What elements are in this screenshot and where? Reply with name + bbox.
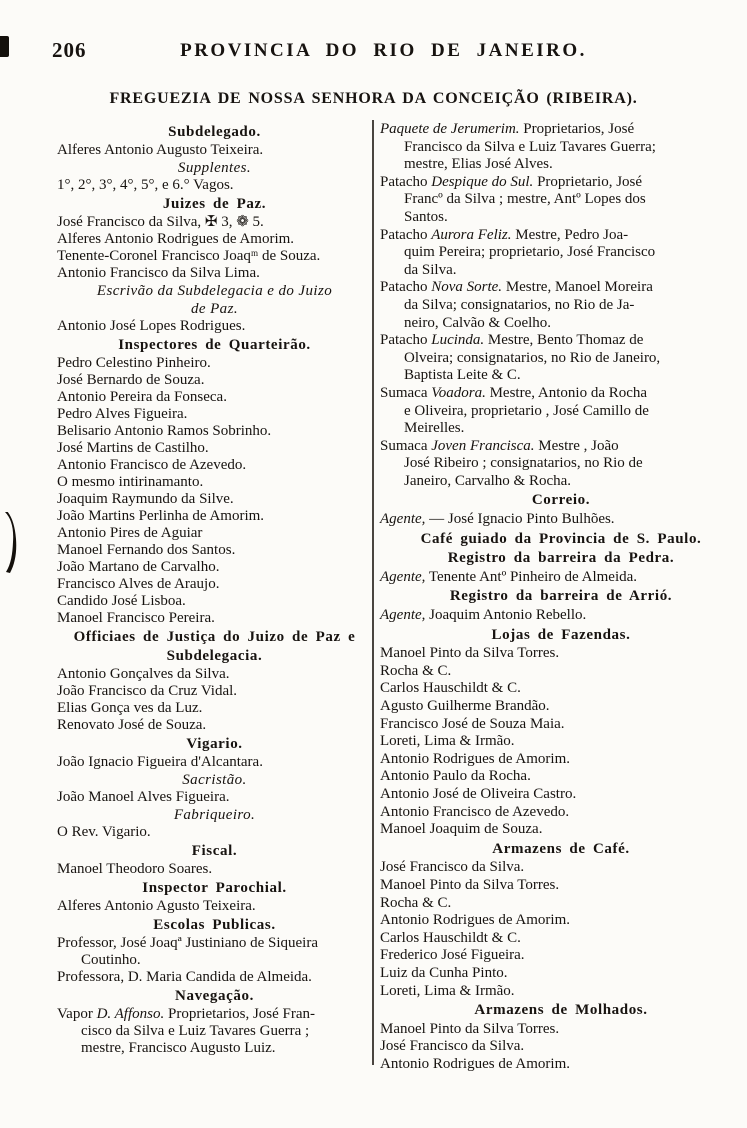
subheading-italic: Escrivão da Subdelegacia e do Juizo (96, 283, 333, 299)
text-line: Elias Gonça ves da Luz. (57, 700, 203, 716)
entry-line: neiro, Calvão & Coelho. (404, 314, 552, 331)
entry-paragraph (380, 332, 742, 385)
entry-paragraph (57, 1006, 372, 1057)
text-line: João Martins Perlinha de Amorim. (57, 508, 265, 524)
entry-line: Francisco da Silva e Luiz Tavares Guerra; (404, 138, 656, 155)
entry-paragraph (380, 438, 742, 491)
text-line: Carlos Hauschildt & C. (380, 929, 521, 946)
entry-line: Baptista Leite & C. (404, 367, 521, 384)
entry-paragraph (380, 279, 742, 332)
text-line: Loreti, Lima & Irmão. (380, 982, 515, 999)
text-line: José Bernardo de Souza. (57, 372, 205, 388)
entry-line: Patacho Lucinda. Mestre, Bento Thomaz de (380, 332, 644, 349)
entry-line: cisco da Silva e Luiz Tavares Guerra ; (81, 1023, 310, 1039)
entry-line: mestre, Francisco Augusto Luiz. (81, 1040, 276, 1056)
text-line: Francisco José de Souza Maia. (380, 715, 565, 732)
text-line: Antonio Francisco de Azevedo. (57, 457, 247, 473)
text-line: Antonio Pereira da Fonseca. (57, 389, 227, 405)
subheading-italic: Fabriqueiro. (173, 807, 256, 823)
text-line: Agente, Joaquim Antonio Rebello. (380, 607, 587, 624)
entry-line: Olveira; consignatarios, no Rio de Janeiro, (404, 349, 661, 366)
text-line: Manoel Pinto da Silva Torres. (380, 1020, 560, 1037)
section-heading: Lojas de Fazendas. (491, 626, 631, 643)
text-line: Agente, — José Ignacio Pinto Bulhões. (380, 511, 615, 528)
text-line: Tenente-Coronel Francisco Joaqᵐ de Souza. (57, 248, 321, 264)
section-heading: Armazens de Café. (492, 840, 630, 857)
entry-line: Professor, José Joaqª Justiniano de Siqueira (57, 935, 319, 951)
text-line: João Manoel Alves Figueira. (57, 789, 230, 805)
entry-line: mestre, Elias José Alves. (404, 156, 553, 173)
text-line: O Rev. Vigario. (57, 824, 151, 840)
section-heading: Registro da barreira de Arrió. (449, 588, 673, 605)
section-heading: Escolas Publicas. (153, 917, 276, 933)
text-line: Belisario Antonio Ramos Sobrinho. (57, 423, 272, 439)
entry-line: Sumaca Voadora. Mestre, Antonio da Rocha (380, 384, 648, 401)
text-line: João Francisco da Cruz Vidal. (57, 683, 238, 699)
entry-line: Francº da Silva ; mestre, Antº Lopes dos (404, 191, 646, 208)
text-line: Rocha & C. (380, 662, 452, 679)
section-heading: Café guiado da Provincia de S. Paulo. (420, 530, 702, 547)
text-line: Manoel Theodoro Soares. (57, 861, 213, 877)
subheading-italic: Supplentes. (177, 160, 252, 176)
entry-line: José Ribeiro ; consignatarios, no Rio de (404, 455, 643, 472)
text-line: Frederico José Figueira. (380, 947, 525, 964)
page-number: 206 (52, 38, 87, 62)
text-line: Antonio José Lopes Rodrigues. (57, 318, 246, 334)
entry-paragraph (57, 935, 372, 969)
text-line: Renovato José de Souza. (57, 717, 207, 733)
section-heading: Subdelegacia. (166, 648, 263, 664)
text-line: João Martano de Carvalho. (57, 559, 220, 575)
section-heading: Navegação. (175, 988, 254, 1004)
entry-line: Santos. (404, 208, 448, 225)
text-line: Agente, Tenente Antº Pinheiro de Almeida. (380, 568, 638, 585)
text-line: Alferes Antonio Augusto Teixeira. (57, 142, 264, 158)
text-line: José Martins de Castilho. (57, 440, 209, 456)
text-line: Antonio Pires de Aguiar (57, 525, 203, 541)
text-line: José Francisco da Silva, ✠ 3, ❁ 5. (57, 214, 264, 230)
entry-line: da Silva. (404, 261, 457, 278)
section-heading: Registro da barreira da Pedra. (447, 550, 675, 567)
entry-line: Vapor D. Affonso. Proprietarios, José Fran- (57, 1006, 316, 1022)
section-heading: Juizes de Paz. (162, 196, 267, 212)
text-line: Antonio José de Oliveira Castro. (380, 785, 577, 802)
text-line: Antonio Gonçalves da Silva. (57, 666, 230, 682)
section-title: FREGUEZIA DE NOSSA SENHORA DA CONCEIÇÃO (RIBEIRA). (109, 90, 638, 107)
section-heading: Correio. (531, 492, 591, 509)
subheading-italic: Sacristão. (182, 772, 247, 788)
section-heading: Inspector Parochial. (142, 880, 287, 896)
text-line: Luiz da Cunha Pinto. (380, 964, 508, 981)
text-line: Antonio Rodrigues de Amorim. (380, 1055, 570, 1072)
entry-line: Coutinho. (81, 952, 141, 968)
entry-line: Patacho Despique do Sul. Proprietario, José (380, 173, 643, 190)
text-line: Antonio Francisco de Azevedo. (380, 803, 570, 820)
text-line: Antonio Paulo da Rocha. (380, 768, 531, 785)
text-line: João Ignacio Figueira d'Alcantara. (57, 754, 263, 770)
text-line: Pedro Alves Figueira. (57, 406, 188, 422)
entry-paragraph (380, 121, 742, 174)
text-line: José Francisco da Silva. (380, 859, 525, 876)
entry-line: Sumaca Joven Francisca. Mestre , João (380, 437, 619, 454)
text-line: Rocha & C. (380, 894, 452, 911)
entry-paragraph (380, 174, 742, 227)
text-line: Professora, D. Maria Candida de Almeida. (57, 969, 312, 985)
text-line: Manoel Fernando dos Santos. (57, 542, 236, 558)
entry-line: Patacho Aurora Feliz. Mestre, Pedro Joa- (380, 226, 629, 243)
entry-line: Patacho Nova Sorte. Mestre, Manoel Moreira (380, 279, 653, 296)
text-line: Manoel Pinto da Silva Torres. (380, 876, 560, 893)
text-line: Carlos Hauschildt & C. (380, 680, 521, 697)
entry-line: Meirelles. (404, 420, 465, 437)
entry-line: quim Pereira; proprietario, José Francisco (404, 244, 656, 261)
entry-line: da Silva; consignatarios, no Rio de Ja- (404, 296, 635, 313)
entry-line: Janeiro, Carvalho & Rocha. (404, 472, 572, 489)
running-title: PROVINCIA DO RIO DE JANEIRO. (180, 40, 587, 61)
subheading-italic: de Paz. (191, 301, 238, 317)
section-heading: Inspectores de Quarteirão. (118, 337, 311, 353)
text-line: 1°, 2°, 3°, 4°, 5°, e 6.° Vagos. (57, 177, 234, 193)
text-line: Loreti, Lima & Irmão. (380, 733, 515, 750)
text-line: Antonio Rodrigues de Amorim. (380, 750, 570, 767)
entry-paragraph (380, 227, 742, 280)
section-heading: Vigario. (186, 736, 243, 752)
column-divider-rule (372, 120, 374, 1065)
entry-paragraph (380, 385, 742, 438)
entry-line: e Oliveira, proprietario , José Camillo de (404, 402, 649, 419)
text-line: Manoel Pinto da Silva Torres. (380, 645, 560, 662)
section-heading: Fiscal. (191, 843, 238, 859)
text-line: Manoel Francisco Pereira. (57, 610, 215, 626)
ink-smudge-top-left (0, 36, 9, 57)
left-column (57, 122, 372, 1057)
text-line: Pedro Celestino Pinheiro. (57, 355, 211, 371)
text-line: Alferes Antonio Rodrigues de Amorim. (57, 231, 295, 247)
section-heading: Armazens de Molhados. (474, 1002, 648, 1019)
entry-line: Paquete de Jerumerim. Proprietarios, José (380, 121, 635, 137)
section-heading: Officiaes de Justiça do Juizo de Paz e (73, 629, 356, 645)
text-line: Joaquim Raymundo da Silve. (57, 491, 234, 507)
text-line: O mesmo intirinamanto. (57, 474, 204, 490)
right-column (380, 121, 742, 1073)
text-line: Alferes Antonio Agusto Teixeira. (57, 898, 256, 914)
text-line: Agusto Guilherme Brandão. (380, 698, 550, 714)
text-line: José Francisco da Silva. (380, 1038, 525, 1055)
text-line: Antonio Francisco da Silva Lima. (57, 265, 260, 281)
text-line: Antonio Rodrigues de Amorim. (380, 912, 570, 929)
ink-blot-left-margin (2, 512, 18, 579)
text-line: Francisco Alves de Araujo. (57, 576, 220, 592)
text-line: Candido José Lisboa. (57, 593, 186, 609)
text-line: Manoel Joaquim de Souza. (380, 821, 543, 838)
section-heading: Subdelegado. (168, 124, 261, 140)
